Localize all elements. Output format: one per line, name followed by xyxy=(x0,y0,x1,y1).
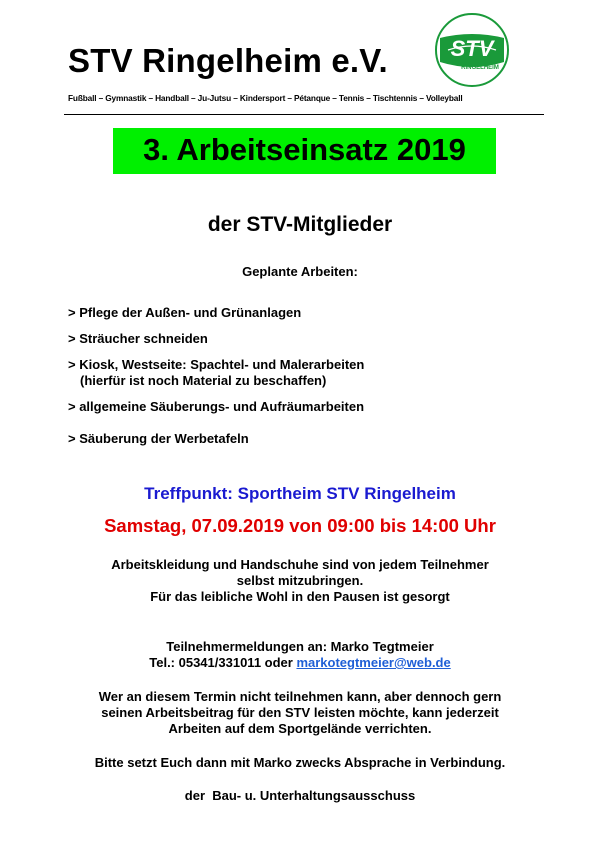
task-item: > Säuberung der Werbetafeln xyxy=(68,431,249,446)
club-logo-icon xyxy=(434,12,510,88)
task-note: (hierfür ist noch Material zu beschaffen) xyxy=(80,373,327,388)
logo-letters: STV xyxy=(450,36,494,61)
registration-info: Teilnehmermeldungen an: Marko Tegtmeier Tel.: 05341/331011 oder markotegtmeier@web.de xyxy=(149,639,451,670)
task-item: > Sträucher schneiden xyxy=(68,331,208,346)
sports-list: Fußball – Gymnastik – Handball – Ju-Jutsu – Kindersport – Pétanque – Tennis – Tischtennis – Volleyball xyxy=(68,93,463,103)
phone-number: Tel.: 05341/331011 oder xyxy=(149,655,297,670)
email-link[interactable]: markotegtmeier@web.de xyxy=(296,655,451,670)
planned-work-label: Geplante Arbeiten: xyxy=(242,264,358,279)
meeting-point: Treffpunkt: Sportheim STV Ringelheim xyxy=(144,484,456,503)
event-date-time: Samstag, 07.09.2019 von 09:00 bis 14:00 Uhr xyxy=(104,515,496,536)
task-item: > Kiosk, Westseite: Spachtel- und Malerarbeiten (hierfür ist noch Material zu beschaffen) xyxy=(68,357,365,388)
alternative-note: Wer an diesem Termin nicht teilnehmen kann, aber dennoch gern seinen Arbeitsbeitrag für den STV leisten möchte, kann jederzeit Arbeiten auf dem Sportgelände verrichten. xyxy=(98,689,502,736)
club-name: STV Ringelheim e.V. xyxy=(68,42,388,79)
subtitle: der STV-Mitglieder xyxy=(207,213,393,236)
contact-note: Bitte setzt Euch dann mit Marko zwecks Absprache in Verbindung. xyxy=(94,755,506,770)
signature: der Bau- u. Unterhaltungsausschuss xyxy=(184,788,416,803)
logo-sublabel: RINGELHEIM xyxy=(461,65,499,71)
header-divider xyxy=(64,114,544,115)
equipment-note: Arbeitskleidung und Handschuhe sind von jedem Teilnehmer selbst mitzubringen. Für das leibliche Wohl in den Pausen ist gesorgt xyxy=(111,557,489,604)
task-item: > Pflege der Außen- und Grünanlagen xyxy=(68,305,302,320)
document-title: 3. Arbeitseinsatz 2019 xyxy=(143,132,466,167)
task-item: > allgemeine Säuberungs- und Aufräumarbeiten xyxy=(68,399,365,414)
